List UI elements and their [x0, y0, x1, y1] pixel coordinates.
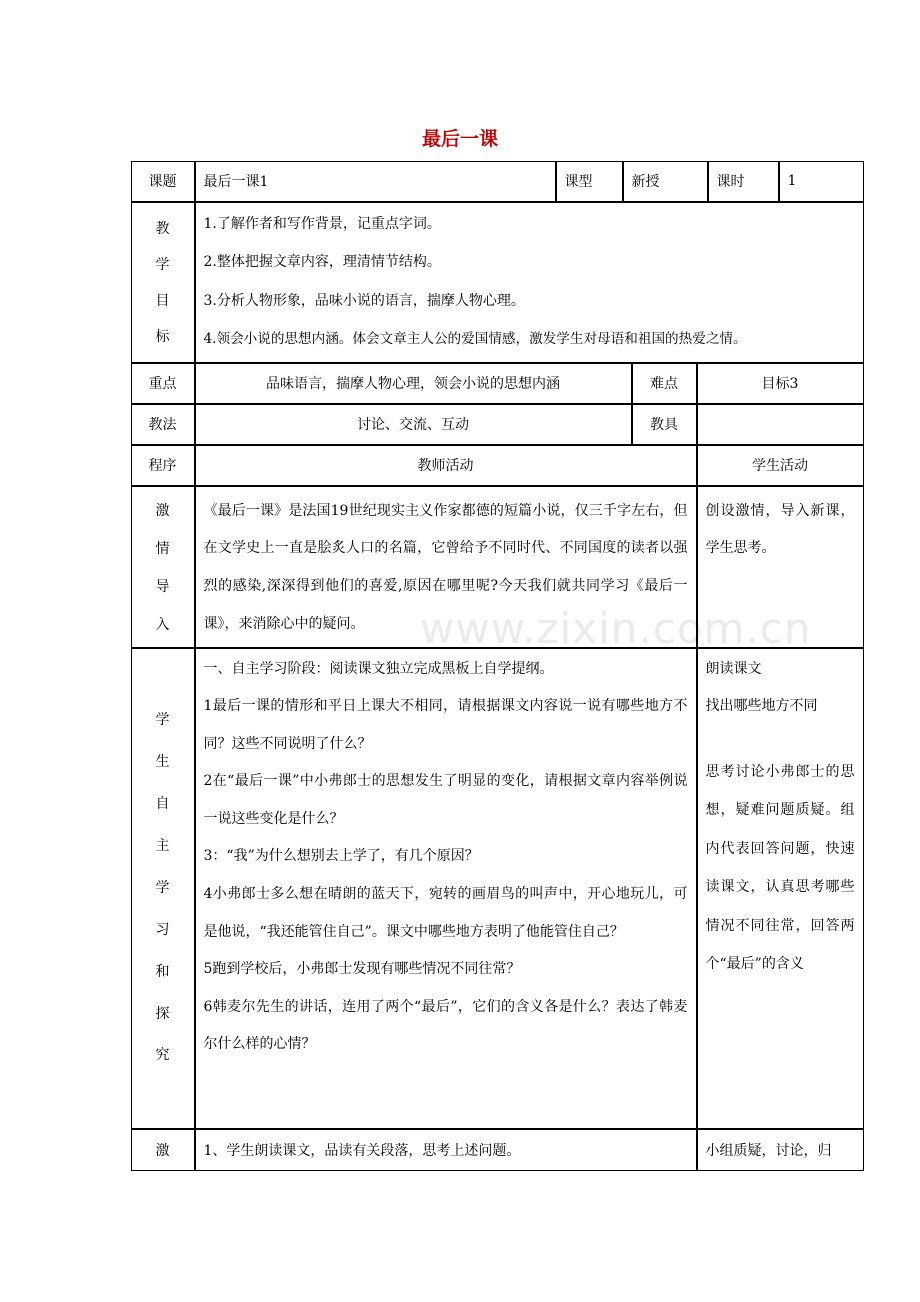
objectives-label-char: 标: [155, 328, 170, 345]
explore-student-line: 找出哪些地方不同: [705, 698, 818, 715]
explore-label-char: 生: [155, 754, 170, 771]
objective-item: 1.了解作者和写作背景，记重点字词。: [203, 215, 441, 232]
process-label: 程序: [131, 445, 195, 486]
intro-teacher-text: 《最后一课》是法国19世纪现实主义作家都德的短篇小说，仅三千字左右，但在文学史上一直是脍炙人口的名篇，它曾给予不同时代、不同国度的读者以强烈的感染,深深得到他们的喜爱,原因在哪里呢?今天我们就共同学习《最后一课》，来消除心中的疑问。: [195, 486, 697, 648]
difficulty-value: 目标3: [697, 363, 864, 404]
objectives-label-char: 学: [155, 257, 170, 274]
last-row-student-text: 小组质疑，讨论，归: [697, 1129, 864, 1171]
tools-label: 教具: [632, 404, 697, 445]
explore-label-char: 主: [155, 838, 170, 855]
explore-paragraph: 1最后一课的情形和平日上课大不相同，请根据课文内容说一说有哪些地方不同？这些不同说明了什么？: [203, 698, 688, 752]
intro-student-text: 创设激情，导入新课，学生思考。: [697, 486, 864, 648]
method-label: 教法: [131, 404, 195, 445]
explore-paragraph: 一、自主学习阶段：阅读课文独立完成黑板上自学提纲。: [203, 660, 554, 677]
objectives-label-char: 教: [155, 221, 170, 238]
explore-label-char: 自: [155, 796, 170, 813]
explore-label: [131, 648, 195, 1129]
watermark: www.zixin.com.cn: [420, 604, 812, 653]
explore-student-paragraph: 思考讨论小弗郎士的思想，疑难问题质疑。组内代表回答问题，快速读课文，认真思考哪些情况不同往常，回答两个“最后”的含义: [705, 763, 855, 973]
explore-label-char: 和: [155, 963, 170, 980]
explore-paragraph: 4小弗郎士多么想在晴朗的蓝天下，宛转的画眉鸟的叫声中，开心地玩儿，可是他说，“我还能管住自己”。课文中哪些地方表明了他能管住自己？: [203, 886, 688, 940]
lesson-type-value: 新授: [623, 161, 708, 202]
objectives-label: [131, 202, 195, 363]
objective-item: 4.领会小说的思想内涵。体会文章主人公的爱国情感，激发学生对母语和祖国的热爱之情。: [203, 331, 747, 347]
intro-label: [131, 486, 195, 648]
document-title: 最后一课: [421, 128, 498, 150]
focus-value: 品味语言，揣摩人物心理，领会小说的思想内涵: [195, 363, 632, 404]
objectives-list: [195, 202, 864, 363]
intro-label-char: 激: [155, 502, 170, 519]
explore-label-char: 究: [155, 1047, 170, 1064]
explore-paragraph: 5跑到学校后，小弗郎士发现有哪些情况不同往常？: [203, 961, 521, 978]
objective-item: 3.分析人物形象，品味小说的语言，揣摩人物心理。: [203, 292, 525, 309]
last-row-teacher-text: 1、学生朗读课文，品读有关段落，思考上述问题。: [195, 1129, 697, 1171]
explore-label-char: 学: [155, 879, 170, 896]
explore-teacher-column: [195, 648, 697, 1129]
explore-student-line: 朗读课文: [705, 660, 762, 677]
objectives-label-char: 目: [155, 292, 170, 309]
method-value: 讨论、交流、互动: [195, 404, 632, 445]
explore-paragraph: 2在“最后一课”中小弗郎士的思想发生了明显的变化，请根据文章内容举例说一说这些变化是什么？: [203, 773, 688, 827]
objective-item: 2.整体把握文章内容，理清情节结构。: [203, 254, 441, 270]
teacher-activity-header: 教师活动: [195, 445, 697, 486]
student-activity-header: 学生活动: [697, 445, 864, 486]
explore-label-char: 学: [155, 712, 170, 729]
explore-student-column: [697, 648, 864, 1129]
explore-label-char: 习: [155, 921, 170, 938]
difficulty-label: 难点: [632, 363, 697, 404]
explore-label-char: 探: [155, 1005, 170, 1022]
intro-label-char: 情: [155, 540, 170, 557]
lesson-type-label: 课型: [556, 161, 623, 202]
last-row-label: 激: [131, 1129, 195, 1171]
topic-label: 课题: [131, 161, 195, 202]
intro-label-char: 入: [155, 616, 170, 633]
focus-label: 重点: [131, 363, 195, 404]
hours-label: 课时: [708, 161, 779, 202]
topic-value: 最后一课1: [195, 161, 556, 202]
intro-label-char: 导: [155, 578, 170, 595]
tools-value: [697, 404, 864, 445]
hours-value: 1: [779, 161, 864, 202]
explore-paragraph: 3：“我”为什么想别去上学了，有几个原因？: [203, 848, 479, 865]
explore-paragraph: 6韩麦尔先生的讲话，连用了两个“最后”，它们的含义各是什么？表达了韩麦尔什么样的心情？: [203, 998, 688, 1053]
